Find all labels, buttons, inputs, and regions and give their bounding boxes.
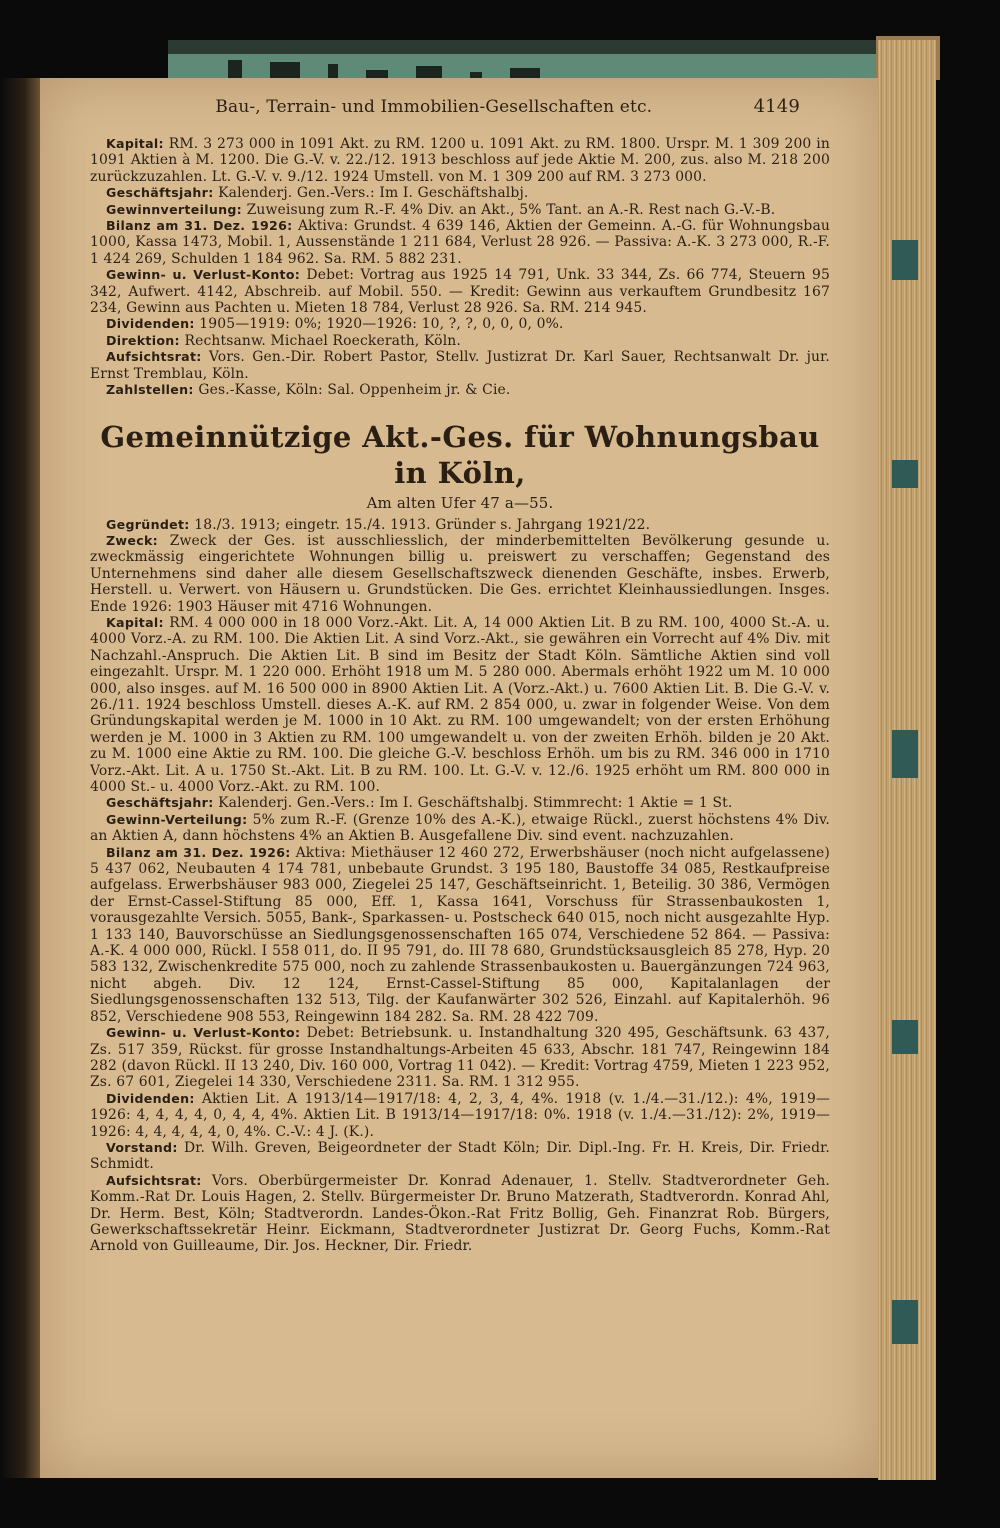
entry-heading: Gewinn-Verteilung: [106, 811, 248, 827]
entry-text: Kalenderj. Gen.-Vers.: Im I. Geschäftshalbj. [218, 185, 529, 202]
entry-text: Aktien Lit. A 1913/14—1917/18: 4, 2, 3, 4, 4%. 1918 (v. 1./4.—31./12.): 4%, 1919—1926: 4, 4, 4, 4, 0, 4, 4, 4%. Aktien Lit. B 1913/14—1917/18: 0%. 1918 (v. 1./4.—31./12): 2%, 1919—1926: 4, 4, 4, 4, 4, 0, 4%. C.-V.: 4 J. (K.). [90, 1090, 830, 1140]
previous-company-entry [90, 136, 830, 399]
running-head-title: Bau-, Terrain- und Immobilien-Gesellschaften etc. [215, 97, 653, 117]
page-stack-edge [878, 40, 936, 1480]
entry-heading: Gewinn- u. Verlust-Konto: [106, 267, 301, 283]
entry-heading: Direktion: [106, 332, 180, 348]
entry-paragraph [90, 202, 830, 218]
entry-paragraph [90, 316, 830, 332]
entry-heading: Kapital: [106, 136, 164, 151]
entry-text: Ges.-Kasse, Köln: Sal. Oppenheim jr. & Cie. [198, 382, 511, 399]
entry-text: Debet: Betriebsunk. u. Instandhaltung 320 495, Geschäftsunk. 63 437, Zs. 517 359, Rückst. für grosse Instandhaltungs-Arbeiten 45 633, Abschr. 181 747, Reingewinn 184 282 (davon Rückl. II 13 240, Div. 160 000, Vortrag 11 042). — Kredit: Vortrag 4759, Mieten 1 223 952, Zs. 67 601, Ziegelei 14 330, Verschiedene 2311. Sa. RM. 1 312 955. [90, 1025, 830, 1091]
page-content [90, 96, 830, 1255]
entry-heading: Aufsichtsrat: [106, 349, 202, 365]
entry-text: 5% zum R.-F. (Grenze 10% des A.-K.), etwaige Rückl., zuerst höchstens 4% Div. an Aktien A, dann höchstens 4% an Aktien B. Ausgefallene Div. sind event. nachzuzahlen. [90, 811, 830, 845]
entry-paragraph [90, 218, 830, 267]
page-number: 4149 [753, 96, 800, 117]
entry-text: Dr. Wilh. Greven, Beigeordneter der Stadt Köln; Dir. Dipl.-Ing. Fr. H. Kreis, Dir. Friedr. Schmidt. [90, 1139, 830, 1173]
running-head [114, 96, 830, 118]
tab-card-shadow [168, 40, 888, 54]
entry-paragraph [90, 812, 830, 845]
entry-heading: Bilanz am 31. Dez. 1926: [106, 218, 293, 234]
entry-paragraph [90, 136, 830, 185]
entry-text: Aktiva: Grundst. 4 639 146, Aktien der Gemeinn. A.-G. für Wohnungsbau 1000, Kassa 1473, Mobil. 1, Aussenstände 1 211 684, Verlust 28 926. — Passiva: A.-K. 3 273 000, R.-F. 1 424 269, Schulden 1 184 962. Sa. RM. 5 882 231. [90, 218, 830, 267]
binding-shadow [0, 78, 40, 1478]
entry-paragraph [90, 845, 830, 1025]
entry-text: RM. 3 273 000 in 1091 Akt. zu RM. 1200 u. 1091 Akt. zu RM. 1800. Urspr. M. 1 309 200 in 1091 Aktien à M. 1200. Die G.-V. v. 22./12. 1913 beschloss auf jede Aktie M. 200, zus. also M. 218 200 zurückzuzahlen. Lt. G.-V. v. 9./12. 1924 Umstell. von M. 1 309 200 auf RM. 3 273 000. [90, 136, 830, 185]
entry-paragraph [90, 517, 830, 533]
entry-text: RM. 4 000 000 in 18 000 Vorz.-Akt. Lit. A, 14 000 Aktien Lit. B zu RM. 100, 4000 St.-A. u. 4000 Vorz.-A. zu RM. 100. Die Aktien Lit. A sind Vorz.-Akt., sie gewähren ein Vorrecht auf 4% Div. mit Nachzahl.-Anspruch. Die Aktien Lit. B sind im Besitz der Stadt Köln. Sämtliche Aktien sind voll eingezahlt. Urspr. M. 1 220 000. Erhöht 1918 um M. 5 280 000. Abermals erhöht 1922 um M. 10 000 000, also insges. auf M. 16 500 000 in 8900 Aktien Lit. A (Vorz.-Akt.) u. 7600 Aktien Lit. B. Die G.-V. v. 26./11. 1924 beschloss Umstell. dieses A.-K. auf RM. 2 854 000, u. zwar in folgender Weise. Von dem Gründungskapital werden je M. 1000 in 10 Akt. zu RM. 100 umgewandelt; von der ersten Erhöhung werden je M. 1000 in 3 Aktien zu RM. 100 umgewandelt u. von der zweiten Erhöh. bilden je 20 Akt. zu M. 1000 eine Aktie zu RM. 100. Die gleiche G.-V. beschloss Erhöh. um bis zu RM. 346 000 in 1710 Vorz.-Akt. Lit. A u. 1750 St.-Akt. Lit. B zu RM. 100. Lt. G.-V. v. 12./6. 1925 erhöht um RM. 800 000 in 4000 St.- u. 4000 Vorz.-Akt. zu RM. 100. [90, 614, 830, 795]
entry-paragraph [90, 349, 830, 382]
entry-text: Zweck der Ges. ist ausschliesslich, der minderbemittelten Bevölkerung gesunde u. zweckmässig eingerichtete Wohnungen billig u. preiswert zu verschaffen; Gegenstand des Unternehmens sind daher alle diesem Gesellschaftszweck dienenden Geschäfte, insbes. Erwerb, Herstell. u. Verwert. von Häusern u. Grundstücken. Die Ges. errichtet Kleinhaussiedlungen. Insges. Ende 1926: 1903 Häuser mit 4716 Wohnungen. [90, 532, 830, 615]
entry-text: Vors. Gen.-Dir. Robert Pastor, Stellv. Justizrat Dr. Karl Sauer, Rechtsanwalt Dr. jur. Ernst Tremblau, Köln. [90, 349, 830, 382]
entry-paragraph [90, 382, 830, 398]
entry-heading: Gegründet: [106, 516, 190, 532]
entry-text: Aktiva: Miethäuser 12 460 272, Erwerbshäuser (noch nicht aufgelassene) 5 437 062, Neubauten 4 174 781, unbebaute Grundst. 3 195 180, Baustoffe 34 085, Restkaufpreise aufgelass. Erwerbshäuser 983 000, Ziegelei 25 147, Geschäftseinricht. 1, Beteilig. 30 386, Vermögen der Ernst-Cassel-Stiftung 85 000, Eff. 1, Kassa 1641, Vorschuss für Strassenbaukosten 1, vorausgezahlte Versich. 5055, Bank-, Sparkassen- u. Postscheck 640 015, noch nicht ausgezahlte Hyp. 1 133 140, Bauvorschüsse an Siedlungsgenossenschaften 165 074, Verschiedene 52 864. — Passiva: A.-K. 4 000 000, Rückl. I 558 011, do. II 95 791, do. III 78 680, Grundstücksausgleich 85 278, Hyp. 20 583 132, Zwischenkredite 575 000, noch zu zahlende Strassenbaukosten u. Bauergänzungen 724 963, nicht abgeh. Div. 12 124, Ernst-Cassel-Stiftung 85 000, Kapitalanlagen der Siedlungsgenossenschaften 132 513, Tilg. der Kaufanwärter 302 526, Einzahl. auf Kapitalerhöh. 96 852, Verschiedene 908 553, Reingewinn 184 282. Sa. RM. 28 422 709. [90, 844, 830, 1025]
entry-heading: Kapital: [106, 614, 164, 630]
entry-heading: Gewinnverteilung: [106, 201, 242, 217]
entry-paragraph [90, 1025, 830, 1091]
entry-paragraph [90, 795, 830, 811]
entry-heading: Dividenden: [106, 1090, 195, 1106]
entry-heading: Gewinn- u. Verlust-Konto: [106, 1025, 301, 1041]
entry-text: Vors. Oberbürgermeister Dr. Konrad Adenauer, 1. Stellv. Stadtverordneter Geh. Komm.-Rat Dr. Louis Hagen, 2. Stellv. Bürgermeister Dr. Bruno Matzerath, Stadtverordn. Konrad Ahl, Dr. Herm. Best, Köln; Stadtverordn. Landes-Ökon.-Rat Fritz Bollig, Geh. Finanzrat Rob. Bürgers, Gewerkschaftssekretär Heinr. Eickmann, Stadtverordneter Justizrat Dr. Georg Fuchs, Komm.-Rat Arnold von Guilleaume, Dir. Jos. Heckner, Dir. Friedr. [90, 1172, 831, 1255]
entry-text: Debet: Vortrag aus 1925 14 791, Unk. 33 344, Zs. 66 774, Steuern 95 342, Aufwert. 4142, Abschreib. auf Mobil. 550. — Kredit: Gewinn aus verkauftem Grundbesitz 167 234, Gewinn aus Pachten u. Mieten 18 784, Verlust 28 926. Sa. RM. 214 945. [90, 267, 830, 317]
entry-paragraph [90, 1173, 830, 1255]
entry-text: 1905—1919: 0%; 1920—1926: 10, ?, ?, 0, 0, 0, 0%. [199, 316, 564, 333]
entry-text: 18./3. 1913; eingetr. 15./4. 1913. Gründer s. Jahrgang 1921/22. [194, 516, 651, 533]
entry-text: Zuweisung zum R.-F. 4% Div. an Akt., 5% Tant. an A.-R. Rest nach G.-V.-B. [246, 201, 776, 218]
entry-paragraph [90, 1140, 830, 1173]
entry-heading: Bilanz am 31. Dez. 1926: [106, 844, 291, 860]
entry-paragraph [90, 1091, 830, 1140]
entry-paragraph [90, 185, 830, 201]
entry-heading: Zahlstellen: [106, 382, 194, 398]
entry-heading: Geschäftsjahr: [106, 185, 214, 201]
entry-heading: Zweck: [106, 532, 158, 548]
entry-text: Rechtsanw. Michael Roeckerath, Köln. [184, 332, 461, 349]
entry-paragraph [90, 267, 830, 316]
entry-text: Kalenderj. Gen.-Vers.: Im I. Geschäftshalbj. Stimmrecht: 1 Aktie = 1 St. [218, 795, 733, 812]
company-address: Am alten Ufer 47 a—55. [366, 493, 554, 512]
entry-paragraph [90, 333, 830, 349]
entry-paragraph [90, 533, 830, 615]
entry-heading: Vorstand: [106, 1139, 178, 1155]
company-title: Gemeinnützige Akt.-Ges. für Wohnungsbau in Köln, [100, 419, 820, 490]
entry-heading: Dividenden: [106, 316, 195, 332]
entry-paragraph [90, 615, 830, 795]
company-entry [90, 517, 830, 1255]
entry-heading: Geschäftsjahr: [106, 795, 214, 811]
entry-heading: Aufsichtsrat: [106, 1172, 202, 1188]
